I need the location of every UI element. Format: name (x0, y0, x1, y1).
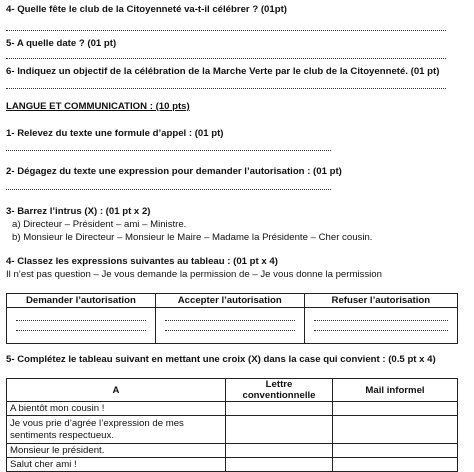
table1-cell[interactable] (304, 308, 457, 344)
table1-header-3: Refuser l’autorisation (304, 294, 457, 308)
checkbox-cell[interactable] (226, 444, 333, 458)
table2-header-a: A (7, 379, 226, 402)
language-question-1: 1- Relevez du texte une formule d’appel : (01 pt) (6, 128, 224, 139)
section-title: LANGUE ET COMMUNICATION : (10 pts) (6, 101, 190, 112)
table2-row-label: A bientôt mon cousin ! (7, 402, 226, 416)
table2-row-label: Monsieur le président. (7, 444, 226, 458)
checkbox-cell[interactable] (226, 402, 333, 416)
question-6: 6- Indiquez un objectif de la célébration de la Marche Verte par le club de la Citoyenneté. (01 pt) (6, 66, 440, 77)
answer-line-l2 (6, 189, 331, 190)
checkbox-cell[interactable] (333, 444, 458, 458)
table1-header-2: Accepter l’autorisation (155, 294, 304, 308)
question-4: 4- Quelle fête le club de la Citoyenneté va-t-il célébrer ? (01pt) (6, 4, 287, 15)
letter-type-table (6, 378, 458, 472)
classification-table (6, 293, 458, 344)
table1-header-1: Demander l’autorisation (7, 294, 156, 308)
intrus-item-b: b) Monsieur le Directeur – Monsieur le Maire – Madame la Présidente – Cher cousin. (12, 232, 373, 243)
answer-line-l1 (6, 150, 331, 151)
checkbox-cell[interactable] (333, 402, 458, 416)
checkbox-cell[interactable] (333, 458, 458, 472)
table2-header-2: Lettre conventionnelle (226, 379, 333, 402)
language-question-3: 3- Barrez l’intrus (X) : (01 pt x 2) (6, 206, 151, 217)
checkbox-cell[interactable] (333, 416, 458, 444)
language-question-4: 4- Classez les expressions suivantes au tableau : (01 pt x 4) (6, 256, 278, 267)
table1-cell[interactable] (7, 308, 156, 344)
answer-line-6 (6, 88, 446, 89)
intrus-item-a: a) Directeur – Président – ami – Ministre. (12, 219, 187, 230)
table1-cell[interactable] (155, 308, 304, 344)
answer-line-5 (6, 58, 446, 59)
expressions-list: Il n’est pas question – Je vous demande la permission de – Je vous donne la permission (6, 269, 382, 280)
answer-line-4 (6, 30, 446, 31)
checkbox-cell[interactable] (226, 416, 333, 444)
table2-row-label: Salut cher ami ! (7, 458, 226, 472)
language-question-5: 5- Complétez le tableau suivant en mettant une croix (X) dans la case qui convient : (0.5 pt x 4) (6, 354, 436, 365)
question-5: 5- A quelle date ? (01 pt) (6, 38, 117, 49)
table2-row-label: Je vous prie d’agrée l’expression de mes sentiments respectueux. (7, 416, 226, 444)
language-question-2: 2- Dégagez du texte une expression pour demander l’autorisation : (01 pt) (6, 166, 342, 177)
table2-header-3: Mail informel (333, 379, 458, 402)
checkbox-cell[interactable] (226, 458, 333, 472)
